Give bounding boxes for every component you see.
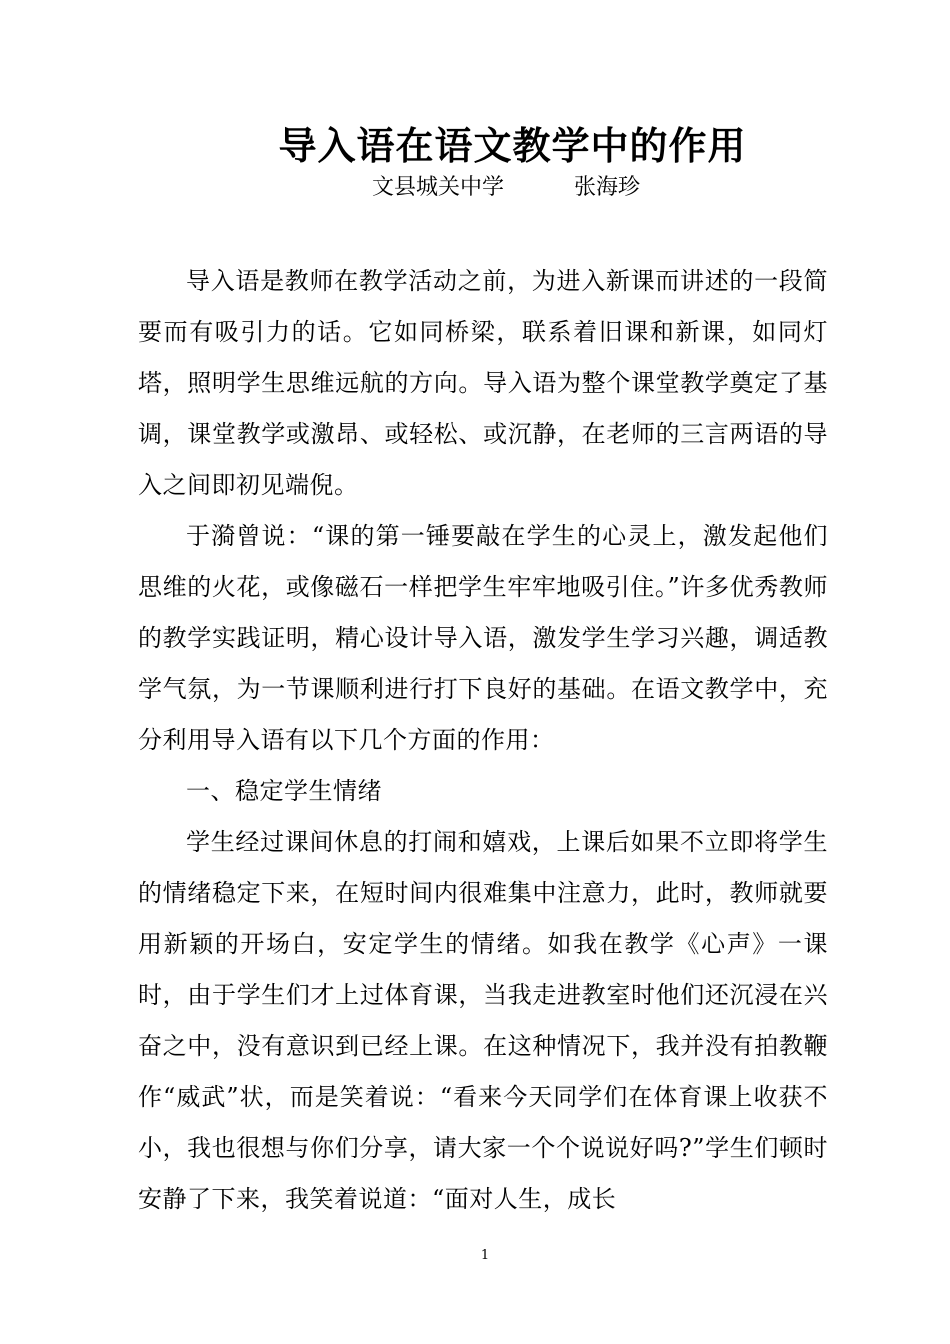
paragraph-intro: 导入语是教师在教学活动之前，为进入新课而讲述的一段简要而有吸引力的话。它如同桥梁，联系着旧课和新课，如同灯塔，照明学生思维远航的方向。导入语为整个课堂教学奠定了基调，课堂教学或激昂、或轻松、或沉静，在老师的三言两语的导入之间即初见端倪。 xyxy=(138,267,828,499)
paragraph-quote: 于漪曾说：“课的第一锤要敲在学生的心灵上，激发起他们思维的火花，或像磁石一样把学生牢牢地吸引住。”许多优秀教师的教学实践证明，精心设计导入语，激发学生学习兴趣，调适教学气氛，为一节课顺利进行打下良好的基础。在语文教学中，充分利用导入语有以下几个方面的作用： xyxy=(138,522,828,754)
author-school: 文县城关中学 xyxy=(372,175,505,200)
paragraph-section-one: 学生经过课间休息的打闹和嬉戏，上课后如果不立即将学生的情绪稳定下来，在短时间内很难集中注意力，此时，教师就要用新颖的开场白，安定学生的情绪。如我在教学《心声》一课时，由于学生们才上过体育课，当我走进教室时他们还沉浸在兴奋之中，没有意识到已经上课。在这种情况下，我并没有拍教鞭作“威武”状，而是笑着说：“看来今天同学们在体育课上收获不小，我也很想与你们分享，请大家一个个说说好吗?”学生们顿时安静了下来，我笑着说道：“面对人生，成长 xyxy=(138,828,828,1213)
document-body xyxy=(138,256,828,1225)
section-heading: 一、稳定学生情绪 xyxy=(186,777,382,805)
author-name: 张海珍 xyxy=(574,175,641,200)
page-number: 1 xyxy=(480,1248,490,1263)
document-title: 导入语在语文教学中的作用 xyxy=(278,124,747,168)
author-line xyxy=(372,173,640,203)
